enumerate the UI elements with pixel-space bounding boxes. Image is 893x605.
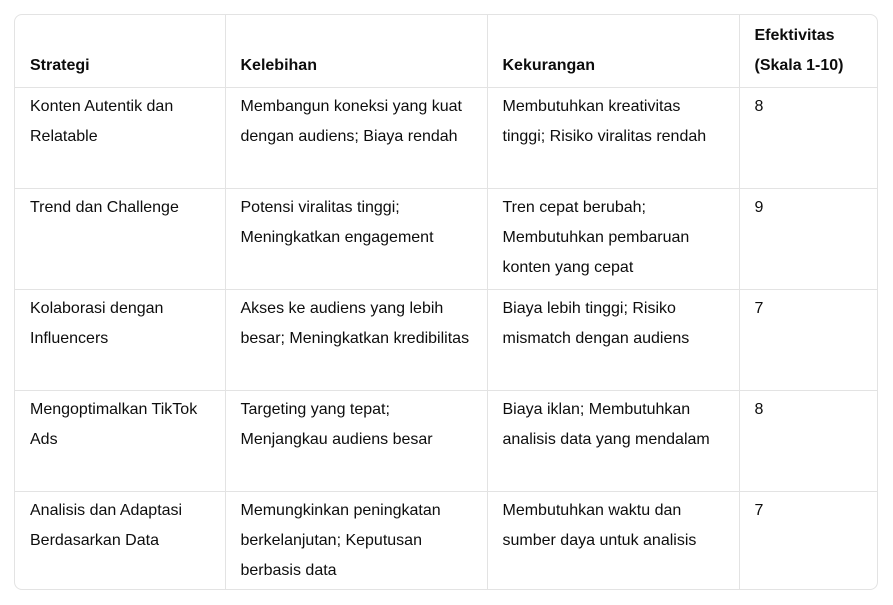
- cell-strategi: Analisis dan Adaptasi Berdasarkan Data: [15, 491, 225, 590]
- cell-kelebihan: Memungkinkan peningkatan berkelanjutan; Keputusan berbasis data: [225, 491, 487, 590]
- strategy-table: [15, 15, 878, 590]
- cell-kekurangan: Biaya lebih tinggi; Risiko mismatch dengan audiens: [487, 289, 739, 390]
- cell-strategi: Kolaborasi dengan Influencers: [15, 289, 225, 390]
- header-row: [15, 15, 878, 87]
- cell-kekurangan: Membutuhkan waktu dan sumber daya untuk analisis: [487, 491, 739, 590]
- cell-kekurangan: Biaya iklan; Membutuhkan analisis data yang mendalam: [487, 390, 739, 491]
- cell-efektivitas: 8: [739, 390, 878, 491]
- cell-strategi: Trend dan Challenge: [15, 188, 225, 289]
- table-row: [15, 491, 878, 590]
- cell-efektivitas: 7: [739, 289, 878, 390]
- cell-kelebihan: Targeting yang tepat; Menjangkau audiens besar: [225, 390, 487, 491]
- strategy-table-container: [14, 14, 878, 590]
- table-row: [15, 87, 878, 188]
- cell-efektivitas: 7: [754, 501, 764, 519]
- header-kekurangan: Kekurangan: [487, 15, 739, 87]
- cell-efektivitas: 8: [739, 87, 878, 188]
- cell-kelebihan: Membangun koneksi yang kuat dengan audiens; Biaya rendah: [225, 87, 487, 188]
- table-header: [15, 15, 878, 87]
- table-row: [15, 289, 878, 390]
- cell-kelebihan: Potensi viralitas tinggi; Meningkatkan engagement: [225, 188, 487, 289]
- cell-kekurangan: Membutuhkan kreativitas tinggi; Risiko viralitas rendah: [487, 87, 739, 188]
- header-kelebihan: Kelebihan: [225, 15, 487, 87]
- cell-kelebihan: Akses ke audiens yang lebih besar; Meningkatkan kredibilitas: [225, 289, 487, 390]
- cell-kekurangan: Tren cepat berubah; Membutuhkan pembaruan konten yang cepat: [487, 188, 739, 289]
- header-strategi: Strategi: [15, 15, 225, 87]
- header-efektivitas: Efektivitas (Skala 1-10): [739, 15, 878, 87]
- cell-efektivitas: 9: [739, 188, 878, 289]
- cell-strategi: Konten Autentik dan Relatable: [15, 87, 225, 188]
- table-row: [15, 188, 878, 289]
- cell-strategi: Mengoptimalkan TikTok Ads: [15, 390, 225, 491]
- table-row: [15, 390, 878, 491]
- table-body: [15, 87, 878, 590]
